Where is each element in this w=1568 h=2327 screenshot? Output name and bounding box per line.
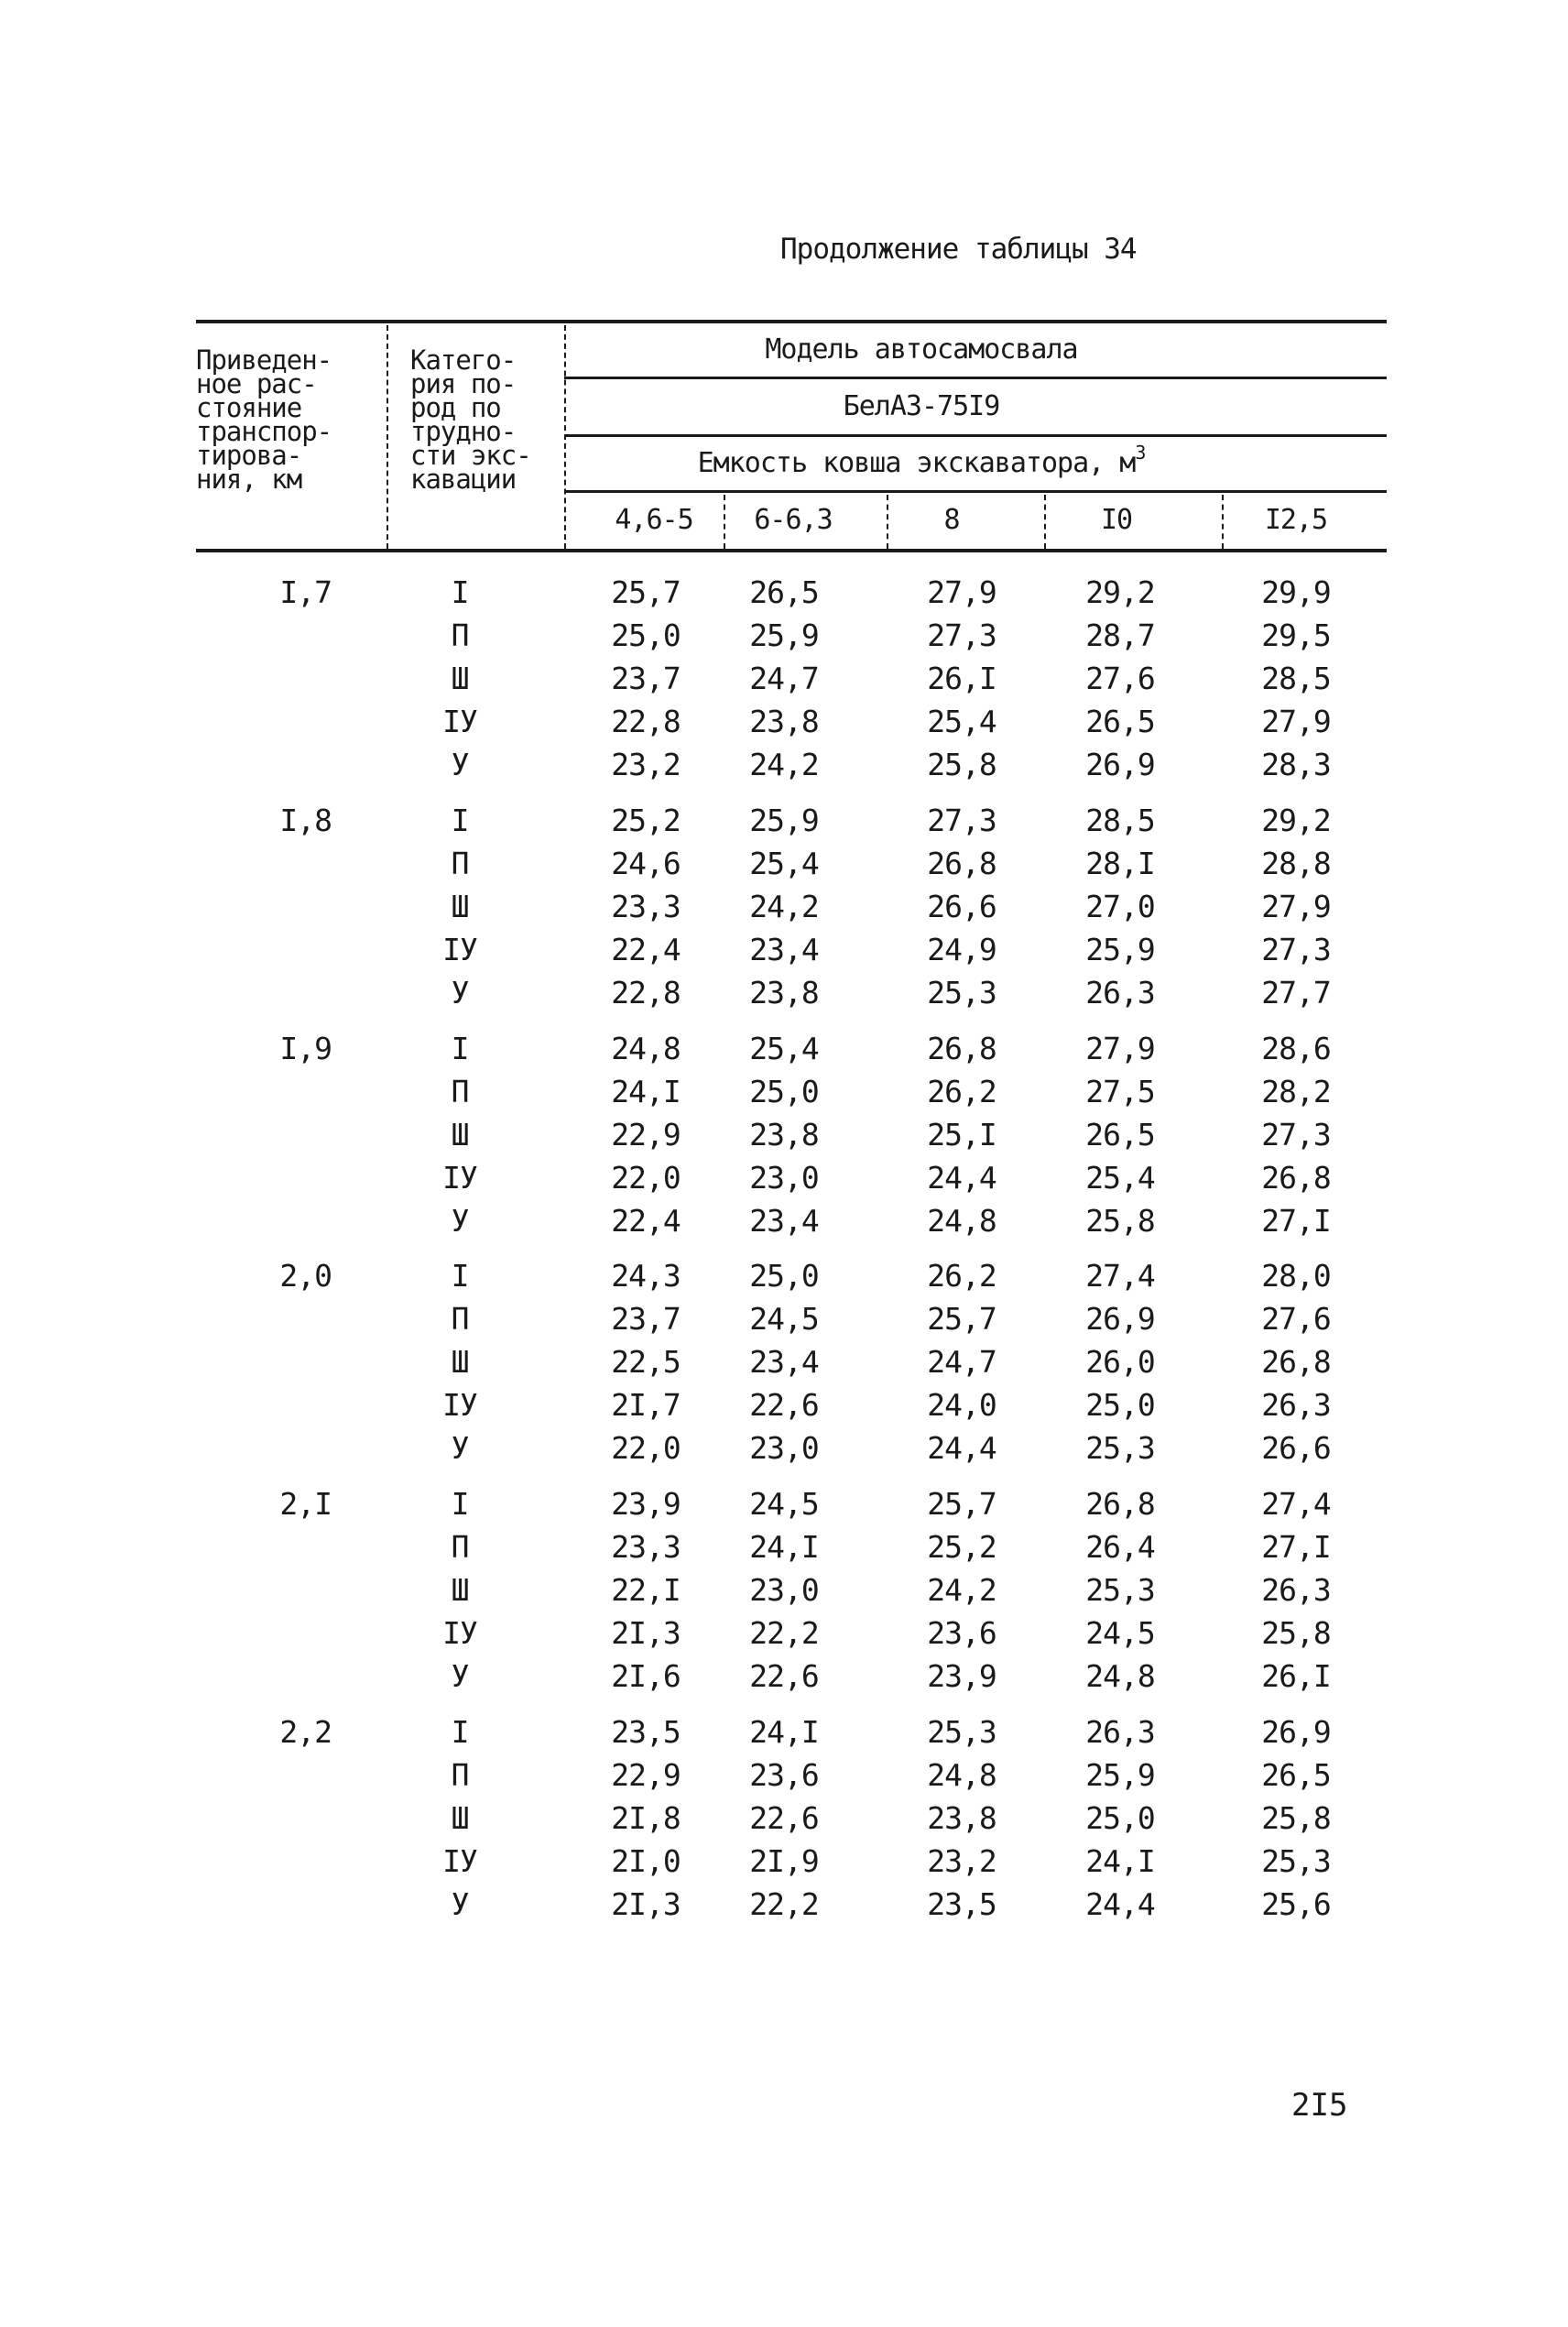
table-cell: 24,4	[927, 1430, 996, 1466]
header-rule-model	[564, 377, 1387, 379]
table-cell: 23,8	[749, 1117, 819, 1153]
table-cell: 27,7	[1261, 975, 1331, 1011]
table-cell: 25,4	[927, 704, 996, 739]
table-cell: 26,2	[927, 1074, 996, 1109]
table-cell: 28,7	[1085, 617, 1155, 653]
table-cell: 2I,0	[611, 1843, 681, 1879]
table-cell: 23,8	[749, 704, 819, 739]
category-label: IУ	[442, 1387, 477, 1423]
table-cell: 22,6	[749, 1658, 819, 1694]
category-label: Ш	[451, 889, 469, 924]
table-cell: 23,6	[927, 1615, 996, 1651]
table-cell: 24,8	[927, 1757, 996, 1793]
table-cell: 24,2	[749, 889, 819, 924]
table-cell: 29,2	[1261, 803, 1331, 838]
category-label: I	[451, 574, 469, 610]
table-cell: 26,9	[1261, 1714, 1331, 1750]
table-cell: 23,7	[611, 661, 681, 696]
table-cell: 25,4	[749, 1031, 819, 1066]
table-cell: 24,I	[1085, 1843, 1155, 1879]
category-label: Ш	[451, 661, 469, 696]
category-label: П	[451, 1074, 469, 1109]
category-label: I	[451, 1258, 469, 1294]
table-cell: 22,9	[611, 1117, 681, 1153]
table-cell: 24,8	[1085, 1658, 1155, 1694]
category-label: Ш	[451, 1800, 469, 1836]
table-cell: 24,5	[749, 1486, 819, 1522]
table-cell: 25,9	[749, 617, 819, 653]
table-cell: 26,3	[1261, 1387, 1331, 1423]
category-label: П	[451, 1301, 469, 1337]
capacity-unit-superscript: 3	[1135, 442, 1146, 464]
table-cell: 2I,7	[611, 1387, 681, 1423]
table-cell: 27,3	[927, 803, 996, 838]
table-cell: 28,5	[1261, 661, 1331, 696]
category-label: I	[451, 1486, 469, 1522]
table-cell: 24,I	[749, 1714, 819, 1750]
capacity-title-text: Емкость ковша экскаватора, м	[697, 447, 1136, 479]
table-cell: 27,I	[1261, 1529, 1331, 1565]
table-cell: 26,6	[1261, 1430, 1331, 1466]
table-cell: 23,9	[611, 1486, 681, 1522]
table-cell: 26,8	[927, 1031, 996, 1066]
column-header: 8	[943, 504, 960, 536]
table-cell: 25,0	[749, 1074, 819, 1109]
table-cell: 24,8	[927, 1203, 996, 1239]
table-cell: 26,6	[927, 889, 996, 924]
distance-label: I,8	[279, 803, 332, 838]
table-cell: 22,5	[611, 1344, 681, 1380]
table-cell: 28,0	[1261, 1258, 1331, 1294]
table-cell: 24,5	[749, 1301, 819, 1337]
table-cell: 25,8	[1261, 1615, 1331, 1651]
table-cell: 24,0	[927, 1387, 996, 1423]
table-cell: 24,5	[1085, 1615, 1155, 1651]
category-label: IУ	[442, 932, 477, 967]
table-cell: 27,9	[927, 574, 996, 610]
category-label: П	[451, 1529, 469, 1565]
table-cell: 22,8	[611, 975, 681, 1011]
table-cell: 25,3	[1261, 1843, 1331, 1879]
table-cell: 22,I	[611, 1572, 681, 1608]
table-cell: 28,5	[1085, 803, 1155, 838]
table-cell: 22,8	[611, 704, 681, 739]
table-cell: 25,7	[927, 1301, 996, 1337]
column-header: 4,6-5	[615, 504, 693, 536]
table-cell: 26,9	[1085, 747, 1155, 782]
table-cell: 26,2	[927, 1258, 996, 1294]
distance-label: 2,0	[279, 1258, 332, 1294]
header-rule-capacity	[564, 490, 1387, 493]
category-label: У	[451, 1203, 469, 1239]
table-cell: 23,3	[611, 889, 681, 924]
category-label: I	[451, 1714, 469, 1750]
header-divider-1	[387, 325, 388, 549]
table-cell: 27,9	[1261, 889, 1331, 924]
column-header: I2,5	[1264, 504, 1328, 536]
table-cell: 25,3	[927, 1714, 996, 1750]
table-cell: 27,3	[927, 617, 996, 653]
column-divider-2	[887, 495, 888, 549]
table-cell: 23,3	[611, 1529, 681, 1565]
column-divider-1	[724, 495, 725, 549]
table-cell: 26,5	[749, 574, 819, 610]
table-cell: 23,2	[611, 747, 681, 782]
table-cell: 27,4	[1085, 1258, 1155, 1294]
table-cell: 24,I	[611, 1074, 681, 1109]
table-cell: 25,3	[1085, 1430, 1155, 1466]
column-divider-4	[1222, 495, 1224, 549]
table-cell: 28,6	[1261, 1031, 1331, 1066]
category-label: IУ	[442, 1615, 477, 1651]
table-cell: 25,4	[1085, 1160, 1155, 1196]
table-cell: 26,5	[1085, 704, 1155, 739]
table-cell: 2I,3	[611, 1886, 681, 1922]
table-cell: 25,7	[611, 574, 681, 610]
category-label: П	[451, 1757, 469, 1793]
header-truck-model: БелАЗ-75I9	[843, 390, 1000, 422]
table-cell: 26,4	[1085, 1529, 1155, 1565]
table-cell: 24,4	[1085, 1886, 1155, 1922]
table-cell: 27,3	[1261, 1117, 1331, 1153]
table-cell: 24,7	[927, 1344, 996, 1380]
table-cell: 23,7	[611, 1301, 681, 1337]
table-cell: 25,I	[927, 1117, 996, 1153]
table-cell: 23,8	[927, 1800, 996, 1836]
table-cell: 22,2	[749, 1886, 819, 1922]
category-label: IУ	[442, 1843, 477, 1879]
table-cell: 26,5	[1261, 1757, 1331, 1793]
distance-label: 2,I	[279, 1486, 332, 1522]
table-cell: 28,8	[1261, 846, 1331, 881]
table-cell: 24,3	[611, 1258, 681, 1294]
table-cell: 26,I	[927, 661, 996, 696]
table-cell: 22,0	[611, 1160, 681, 1196]
category-label: У	[451, 747, 469, 782]
column-header: 6-6,3	[754, 504, 833, 536]
table-cell: 27,3	[1261, 932, 1331, 967]
column-header: I0	[1100, 504, 1133, 536]
table-cell: 27,4	[1261, 1486, 1331, 1522]
table-cell: 25,8	[1085, 1203, 1155, 1239]
header-bottom-rule	[196, 549, 1387, 552]
table-cell: 27,0	[1085, 889, 1155, 924]
table-cell: 23,5	[611, 1714, 681, 1750]
category-label: Ш	[451, 1117, 469, 1153]
table-cell: 27,6	[1261, 1301, 1331, 1337]
table-cell: 25,8	[927, 747, 996, 782]
table-cell: 29,5	[1261, 617, 1331, 653]
table-cell: 24,4	[927, 1160, 996, 1196]
category-label: У	[451, 1658, 469, 1694]
table-cell: 27,5	[1085, 1074, 1155, 1109]
page-number: 2I5	[1291, 2087, 1348, 2124]
table-cell: 2I,6	[611, 1658, 681, 1694]
table-cell: 25,9	[1085, 932, 1155, 967]
table-cell: 25,0	[749, 1258, 819, 1294]
header-distance: Приведен- ное рас- стояние транспор- тирова- ния, км	[196, 344, 332, 495]
distance-label: I,9	[279, 1031, 332, 1066]
table-cell: 23,2	[927, 1843, 996, 1879]
table-cell: 25,0	[1085, 1387, 1155, 1423]
table-cell: 27,6	[1085, 661, 1155, 696]
table-cell: 24,I	[749, 1529, 819, 1565]
table-cell: 23,4	[749, 1344, 819, 1380]
table-cell: 28,2	[1261, 1074, 1331, 1109]
header-rule-truck	[564, 434, 1387, 437]
table-cell: 23,9	[927, 1658, 996, 1694]
header-model-title: Модель автосамосвала	[765, 333, 1078, 366]
category-label: IУ	[442, 704, 477, 739]
table-cell: 24,9	[927, 932, 996, 967]
table-cell: 22,6	[749, 1387, 819, 1423]
table-cell: 22,6	[749, 1800, 819, 1836]
table-cell: 22,2	[749, 1615, 819, 1651]
table-cell: 23,0	[749, 1160, 819, 1196]
table-cell: 26,8	[1261, 1344, 1331, 1380]
category-label: Ш	[451, 1572, 469, 1608]
header-category: Катего- рия по- род по трудно- сти экс- кавации	[410, 344, 531, 495]
table-cell: 26,8	[1085, 1486, 1155, 1522]
table-cell: 2I,3	[611, 1615, 681, 1651]
category-label: У	[451, 1430, 469, 1466]
category-label: У	[451, 1886, 469, 1922]
table-cell: 25,9	[1085, 1757, 1155, 1793]
table-cell: 26,0	[1085, 1344, 1155, 1380]
table-cell: 22,0	[611, 1430, 681, 1466]
table-cell: 25,6	[1261, 1886, 1331, 1922]
distance-label: I,7	[279, 574, 332, 610]
table-cell: 25,3	[1085, 1572, 1155, 1608]
distance-label: 2,2	[279, 1714, 332, 1750]
table-cell: 26,8	[1261, 1160, 1331, 1196]
table-cell: 25,8	[1261, 1800, 1331, 1836]
table-cell: 2I,8	[611, 1800, 681, 1836]
table-cell: 25,0	[1085, 1800, 1155, 1836]
table-cell: 26,3	[1261, 1572, 1331, 1608]
table-cell: 26,3	[1085, 975, 1155, 1011]
table-cell: 24,2	[927, 1572, 996, 1608]
table-cell: 28,3	[1261, 747, 1331, 782]
category-label: У	[451, 975, 469, 1011]
column-divider-3	[1044, 495, 1046, 549]
table-cell: 26,I	[1261, 1658, 1331, 1694]
table-cell: 25,3	[927, 975, 996, 1011]
table-cell: 25,2	[927, 1529, 996, 1565]
table-cell: 27,9	[1085, 1031, 1155, 1066]
table-cell: 23,0	[749, 1430, 819, 1466]
table-cell: 24,6	[611, 846, 681, 881]
table-cell: 26,5	[1085, 1117, 1155, 1153]
table-cell: 23,4	[749, 932, 819, 967]
table-cell: 29,2	[1085, 574, 1155, 610]
category-label: I	[451, 1031, 469, 1066]
table-cell: 26,9	[1085, 1301, 1155, 1337]
header-capacity-title	[564, 442, 1279, 479]
table-cell: 27,9	[1261, 704, 1331, 739]
table-top-rule	[196, 320, 1387, 323]
table-continuation-title: Продолжение таблицы 34	[780, 233, 1137, 266]
category-label: Ш	[451, 1344, 469, 1380]
table-cell: 26,3	[1085, 1714, 1155, 1750]
table-cell: 25,9	[749, 803, 819, 838]
table-cell: 22,4	[611, 1203, 681, 1239]
table-cell: 25,7	[927, 1486, 996, 1522]
table-cell: 25,2	[611, 803, 681, 838]
table-cell: 23,4	[749, 1203, 819, 1239]
table-cell: 28,I	[1085, 846, 1155, 881]
table-cell: 23,6	[749, 1757, 819, 1793]
table-cell: 2I,9	[749, 1843, 819, 1879]
category-label: IУ	[442, 1160, 477, 1196]
table-cell: 24,8	[611, 1031, 681, 1066]
category-label: I	[451, 803, 469, 838]
table-cell: 24,7	[749, 661, 819, 696]
table-cell: 29,9	[1261, 574, 1331, 610]
table-cell: 24,2	[749, 747, 819, 782]
table-cell: 25,4	[749, 846, 819, 881]
table-cell: 22,4	[611, 932, 681, 967]
table-cell: 26,8	[927, 846, 996, 881]
category-label: П	[451, 617, 469, 653]
table-cell: 25,0	[611, 617, 681, 653]
table-cell: 23,5	[927, 1886, 996, 1922]
table-cell: 22,9	[611, 1757, 681, 1793]
table-cell: 23,8	[749, 975, 819, 1011]
table-cell: 23,0	[749, 1572, 819, 1608]
table-cell: 27,I	[1261, 1203, 1331, 1239]
category-label: П	[451, 846, 469, 881]
